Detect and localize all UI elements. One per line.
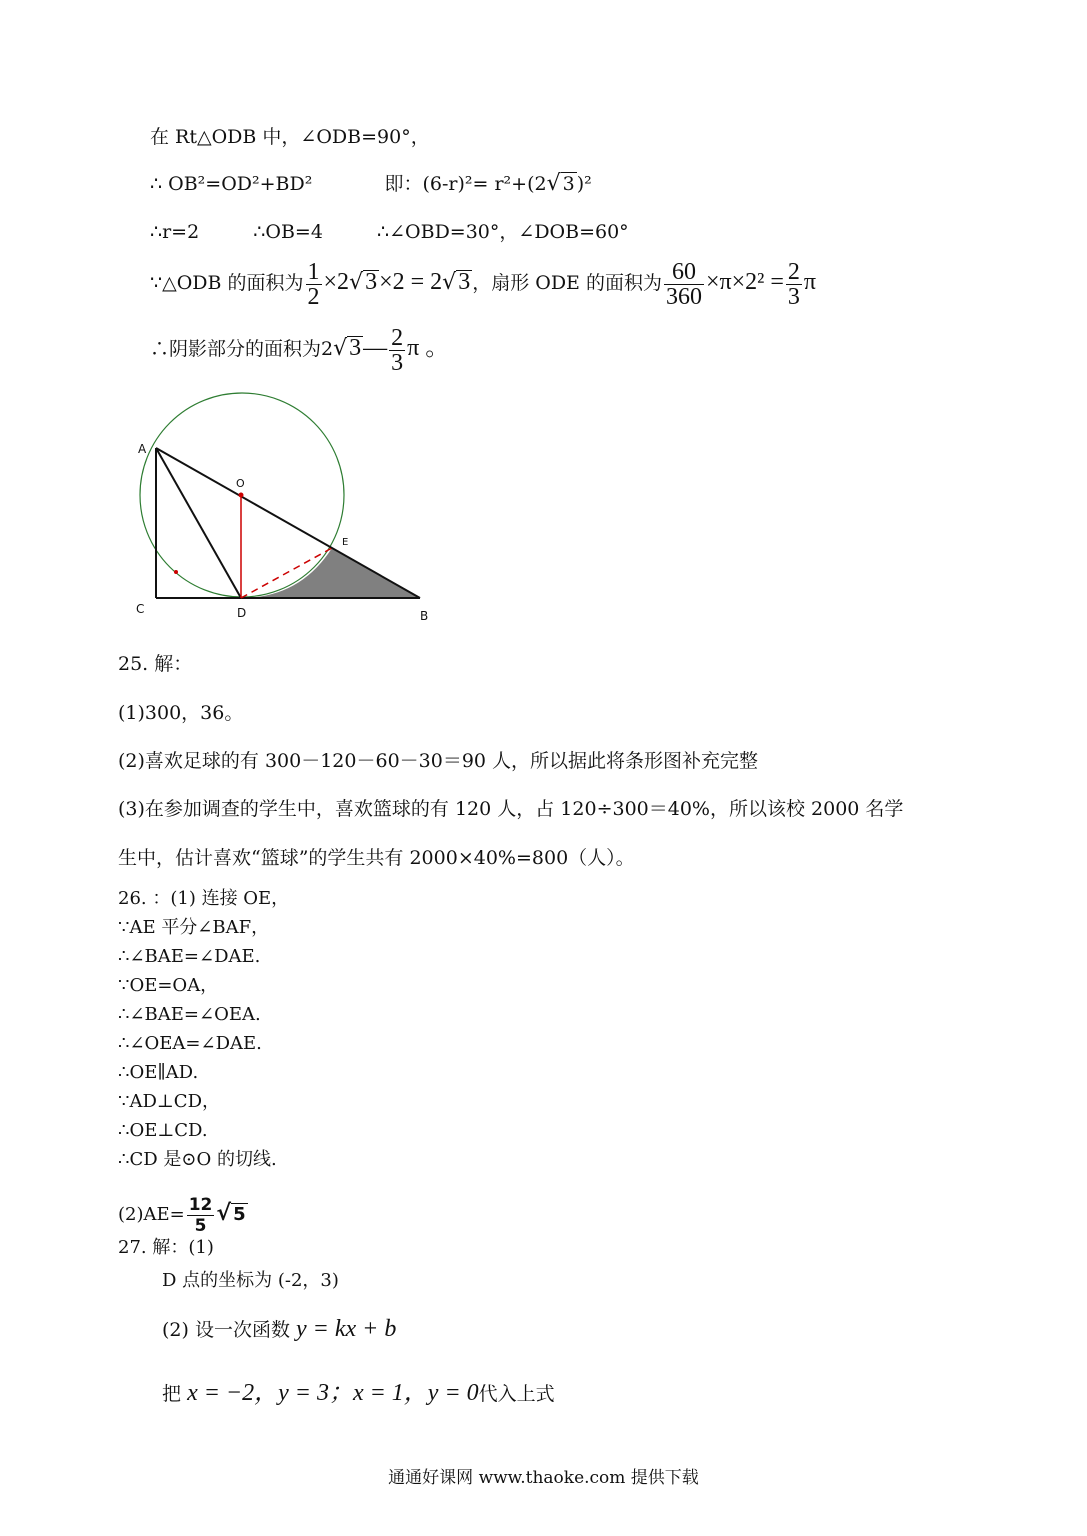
s26-line-3: ∵OE=OA， <box>118 975 219 996</box>
s26-line-8: ∴OE⊥CD. <box>118 1120 208 1141</box>
segment-ad <box>156 448 241 598</box>
s26-line-2: ∴∠BAE=∠DAE. <box>118 946 261 967</box>
line-shaded-area: ∴阴影部分的面积为2√3— $\frac{2}{3}$ π 。 <box>150 324 450 376</box>
geometry-figure <box>120 385 450 630</box>
fraction-60-360: $\frac{60}{360}$ <box>665 258 702 310</box>
fraction-shaded: $\frac{2}{3}$ <box>391 324 404 376</box>
shaded-region <box>241 548 420 598</box>
result-angles: ∴∠OBD=30°，∠DOB=60° <box>377 221 629 243</box>
line-pythagoras: ∴ OB²=OD²+BD² 即：(6-r)²= r²+(2√ 3 )² <box>150 171 592 196</box>
segment-ab <box>156 448 420 598</box>
label-o: O <box>236 477 245 490</box>
s26-title: 26. ：(1) 连接 OE， <box>118 888 290 909</box>
s26-line-4: ∴∠BAE=∠OEA. <box>118 1004 261 1025</box>
pythagoras-eq: ∴ OB²=OD²+BD² <box>150 173 313 195</box>
label-d: D <box>237 606 247 620</box>
sqrt-3: 3 <box>562 173 575 195</box>
s25-title: 25. 解： <box>118 653 193 675</box>
s27-title: 27. 解：(1) <box>118 1237 214 1258</box>
point-o <box>239 493 244 498</box>
s25-part2: (2)喜欢足球的有 300－120－60－30＝90 人，所以据此将条形图补充完整 <box>118 750 759 772</box>
line-results <box>150 220 629 244</box>
s26-line-6: ∴OE∥AD. <box>118 1062 199 1083</box>
pythagoras-sub: 即：(6-r)²= r²+(2 <box>384 173 547 195</box>
s25-part1: (1)300，36。 <box>118 702 244 724</box>
result-r: ∴r=2 <box>150 221 200 243</box>
s26-line-9: ∴CD 是⊙O 的切线. <box>118 1149 277 1170</box>
label-e: E <box>342 537 349 548</box>
fraction-half: $\frac{1}{2}$ <box>307 258 320 310</box>
s26-line-5: ∴∠OEA=∠DAE. <box>118 1033 262 1054</box>
s26-line-1: ∵AE 平分∠BAF， <box>118 917 270 938</box>
s27-line-1: D 点的坐标为 (-2，3) <box>162 1270 339 1291</box>
s25-part3a: (3)在参加调查的学生中，喜欢篮球的有 120 人，占 120÷300＝40%，所以该校 2000 名学 <box>118 798 904 820</box>
s26-line-7: ∵AD⊥CD， <box>118 1091 221 1112</box>
line-areas: ∵△ODB 的面积为 $\frac{1}{2}$ ×2√3×2 = 2√3 ，扇形 ODE 的面积为 $\frac{60}{360}$ ×π×2² = $\frac{2}{3}$ π <box>150 258 817 310</box>
s25-part3b: 生中，估计喜欢“篮球”的学生共有 2000×40%=800（人）。 <box>118 847 635 869</box>
label-b: B <box>420 609 429 623</box>
s27-line-2: (2) 设一次函数 y = kx + b <box>162 1316 397 1342</box>
label-a: A <box>138 442 147 456</box>
label-c: C <box>136 602 145 616</box>
result-ob: ∴OB=4 <box>253 221 323 243</box>
s26-part2: (2)AE= $\frac{12}{5}$ √ 5 <box>118 1194 246 1236</box>
point-small <box>174 570 178 574</box>
s27-line-3: 把 x = −2，y = 3；x = 1，y = 0代入上式 <box>162 1380 555 1406</box>
line-right-triangle: 在 Rt△ODB 中，∠ODB=90°， <box>150 126 430 148</box>
fraction-12-5: $\frac{12}{5}$ <box>188 1194 213 1236</box>
fraction-two-thirds: $\frac{2}{3}$ <box>787 258 800 310</box>
page-footer: 通通好课网 www.thaoke.com 提供下载 <box>388 1468 699 1488</box>
